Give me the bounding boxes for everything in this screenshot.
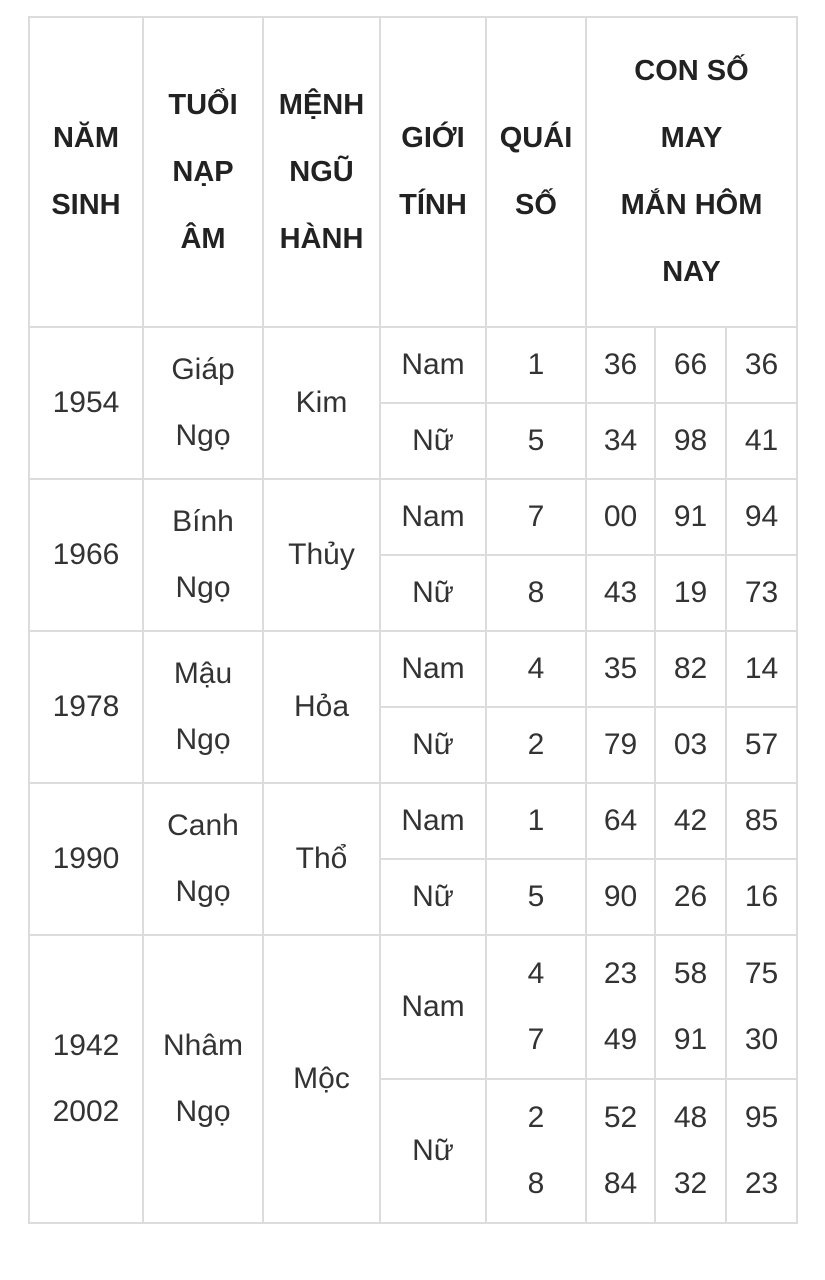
gender-cell: Nữ (380, 403, 486, 479)
table-row (29, 327, 797, 403)
element-cell: Thủy (263, 479, 380, 631)
quai-so-cell-lines (487, 941, 585, 1073)
quai-so-cell (486, 555, 586, 631)
birth-year-cell-line: 1942 (52, 1029, 120, 1062)
nap-am-cell-line: Giáp (171, 353, 235, 386)
quai-so-cell (486, 935, 586, 1079)
lucky-number-cell-lines (727, 864, 796, 930)
nap-am-cell-lines (144, 1013, 262, 1145)
lucky-number-cell (726, 631, 797, 707)
lucky-number-cell-line: 36 (744, 348, 779, 381)
header-nam-sinh (29, 17, 143, 327)
birth-year-cell-line: 2002 (52, 1095, 120, 1128)
lucky-number-cell-line: 19 (673, 576, 708, 609)
lucky-number-cell-line: 49 (603, 1023, 638, 1056)
quai-so-cell (486, 1079, 586, 1223)
birth-year-cell (29, 631, 143, 783)
table-row (29, 631, 797, 707)
quai-so-cell (486, 631, 586, 707)
lucky-number-cell-lines (727, 636, 796, 702)
birth-year-cell (29, 479, 143, 631)
lucky-number-cell (586, 707, 655, 783)
birth-year-cell (29, 935, 143, 1223)
lucky-number-cell-lines (727, 788, 796, 854)
birth-year-cell-lines (30, 370, 142, 436)
lucky-number-cell-line: 14 (744, 652, 779, 685)
lucky-number-cell-line: 42 (673, 804, 708, 837)
lucky-number-cell-line: 64 (603, 804, 638, 837)
lucky-number-cell (726, 479, 797, 555)
lucky-number-cell-line: 48 (673, 1101, 708, 1134)
lucky-number-cell-line: 36 (603, 348, 638, 381)
element-cell: Mộc (263, 935, 380, 1223)
quai-so-cell-line: 5 (527, 424, 545, 457)
birth-year-cell (29, 783, 143, 935)
quai-so-cell-line: 4 (527, 652, 545, 685)
lucky-number-cell-lines (587, 788, 654, 854)
quai-so-cell-line: 8 (527, 576, 545, 609)
header-line: SỐ (515, 189, 557, 221)
quai-so-cell-line: 7 (527, 1023, 545, 1056)
lucky-number-cell (586, 631, 655, 707)
lucky-number-cell (726, 1079, 797, 1223)
lucky-number-cell-line: 98 (673, 424, 708, 457)
quai-so-cell-line: 4 (527, 957, 545, 990)
lucky-number-cell-line: 26 (673, 880, 708, 913)
lucky-number-cell (726, 935, 797, 1079)
lucky-number-cell (655, 327, 726, 403)
nap-am-cell-line: Nhâm (162, 1029, 244, 1062)
element-cell: Hỏa (263, 631, 380, 783)
lucky-number-cell-line: 35 (603, 652, 638, 685)
lucky-number-cell-lines (587, 941, 654, 1073)
nap-am-cell (143, 783, 263, 935)
header-line: CON SỐ (634, 55, 749, 87)
gender-cell: Nam (380, 631, 486, 707)
lucky-number-cell-line: 91 (673, 1023, 708, 1056)
quai-so-cell-line: 1 (527, 348, 545, 381)
lucky-number-cell (586, 403, 655, 479)
header-line: QUÁI (499, 122, 573, 154)
table-body (29, 327, 797, 1223)
lucky-number-cell-lines (727, 1085, 796, 1217)
nap-am-cell-lines (144, 337, 262, 469)
element-cell: Thổ (263, 783, 380, 935)
lucky-number-cell-lines (656, 712, 725, 778)
quai-so-cell-lines (487, 788, 585, 854)
quai-so-cell-line: 2 (527, 1101, 545, 1134)
nap-am-cell-lines (144, 793, 262, 925)
nap-am-cell (143, 935, 263, 1223)
lucky-number-cell-line: 58 (673, 957, 708, 990)
lucky-number-cell (655, 403, 726, 479)
nap-am-cell-line: Ngọ (175, 723, 231, 756)
header-line: HÀNH (279, 222, 364, 255)
quai-so-cell-lines (487, 712, 585, 778)
header-line: SINH (51, 189, 121, 221)
lucky-number-cell (726, 859, 797, 935)
lucky-number-cell-line: 95 (744, 1101, 779, 1134)
birth-year-cell-line: 1954 (52, 386, 120, 419)
gender-cell: Nữ (380, 555, 486, 631)
header-line: MAY (660, 122, 723, 154)
element-cell: Kim (263, 327, 380, 479)
lucky-number-cell-line: 16 (744, 880, 779, 913)
lucky-number-cell-lines (727, 712, 796, 778)
gender-cell: Nam (380, 935, 486, 1079)
lucky-number-cell (655, 479, 726, 555)
header-tuoi-nap-am (143, 17, 263, 327)
header-quai-so (486, 17, 586, 327)
lucky-number-cell (655, 555, 726, 631)
quai-so-cell-line: 1 (527, 804, 545, 837)
lucky-number-cell (726, 403, 797, 479)
nap-am-cell-lines (144, 641, 262, 773)
lucky-number-cell-line: 79 (603, 728, 638, 761)
nap-am-cell-line: Ngọ (175, 419, 231, 452)
quai-so-cell-lines (487, 864, 585, 930)
lucky-number-cell-line: 82 (673, 652, 708, 685)
lucky-number-cell-line: 85 (744, 804, 779, 837)
birth-year-cell-lines (30, 674, 142, 740)
lucky-number-cell-line: 00 (603, 500, 638, 533)
birth-year-cell-lines (30, 1013, 142, 1145)
quai-so-cell (486, 783, 586, 859)
header-line: GIỚI (401, 122, 465, 154)
lucky-number-cell (655, 631, 726, 707)
lucky-number-cell-lines (587, 712, 654, 778)
header-line: NẠP (172, 155, 234, 188)
lucky-number-cell-lines (656, 864, 725, 930)
lucky-number-cell (586, 935, 655, 1079)
lucky-number-cell-lines (727, 332, 796, 398)
lucky-number-cell (586, 859, 655, 935)
quai-so-cell-lines (487, 484, 585, 550)
lucky-number-cell-line: 84 (603, 1167, 638, 1200)
lucky-number-cell-lines (656, 636, 725, 702)
lucky-number-cell (586, 555, 655, 631)
nap-am-cell (143, 479, 263, 631)
lucky-number-cell-lines (727, 484, 796, 550)
birth-year-cell (29, 327, 143, 479)
lucky-number-cell-line: 43 (603, 576, 638, 609)
header-line: MỆNH (278, 88, 365, 121)
header-line: TUỔI (168, 88, 238, 121)
header-menh-ngu-hanh (263, 17, 380, 327)
gender-cell: Nam (380, 327, 486, 403)
nap-am-cell-line: Mậu (173, 657, 233, 690)
table-row (29, 783, 797, 859)
lucky-number-cell-lines (587, 560, 654, 626)
header-row (29, 17, 797, 327)
lucky-number-cell (655, 859, 726, 935)
lucky-number-cell (655, 783, 726, 859)
gender-cell: Nam (380, 783, 486, 859)
quai-so-cell-lines (487, 408, 585, 474)
lucky-number-cell (586, 327, 655, 403)
quai-so-cell-lines (487, 636, 585, 702)
quai-so-cell-line: 2 (527, 728, 545, 761)
lucky-number-cell-line: 34 (603, 424, 638, 457)
nap-am-cell-line: Canh (167, 809, 239, 842)
birth-year-cell-line: 1978 (52, 690, 120, 723)
quai-so-cell-lines (487, 1085, 585, 1217)
lucky-number-cell-line: 73 (744, 576, 779, 609)
gender-cell: Nam (380, 479, 486, 555)
lucky-number-cell-line: 52 (603, 1101, 638, 1134)
lucky-number-cell-line: 23 (744, 1167, 779, 1200)
lucky-number-cell (726, 707, 797, 783)
nap-am-cell-line: Ngọ (175, 875, 231, 908)
lucky-number-cell-lines (656, 560, 725, 626)
lucky-number-cell-lines (587, 1085, 654, 1217)
birth-year-cell-line: 1990 (52, 842, 120, 875)
lucky-number-cell-lines (656, 788, 725, 854)
lucky-number-cell-lines (587, 408, 654, 474)
quai-so-cell (486, 707, 586, 783)
header-line: ÂM (180, 222, 226, 255)
quai-so-cell (486, 327, 586, 403)
lucky-number-cell (655, 1079, 726, 1223)
lucky-number-cell (726, 783, 797, 859)
quai-so-cell-line: 7 (527, 500, 545, 533)
lucky-number-cell-lines (656, 941, 725, 1073)
header-line: NAY (662, 256, 721, 288)
quai-so-cell (486, 479, 586, 555)
lucky-number-cell (655, 935, 726, 1079)
lucky-number-cell-line: 91 (673, 500, 708, 533)
lucky-number-cell-line: 66 (673, 348, 708, 381)
lucky-number-cell-line: 90 (603, 880, 638, 913)
lucky-number-cell (726, 555, 797, 631)
header-line: TÍNH (399, 189, 467, 221)
lucky-number-cell-line: 23 (603, 957, 638, 990)
lucky-number-table (28, 16, 798, 1224)
lucky-number-cell-lines (587, 636, 654, 702)
lucky-number-cell-lines (727, 408, 796, 474)
lucky-number-cell-lines (656, 408, 725, 474)
lucky-number-cell-lines (727, 560, 796, 626)
lucky-number-cell (586, 479, 655, 555)
nap-am-cell-lines (144, 489, 262, 621)
lucky-number-cell (586, 1079, 655, 1223)
quai-so-cell-lines (487, 560, 585, 626)
lucky-number-cell (655, 707, 726, 783)
lucky-number-cell-line: 32 (673, 1167, 708, 1200)
header-line: MẮN HÔM (620, 189, 763, 221)
quai-so-cell (486, 403, 586, 479)
gender-cell: Nữ (380, 1079, 486, 1223)
header-line: NĂM (52, 122, 120, 154)
nap-am-cell-line: Ngọ (175, 1095, 231, 1128)
lucky-number-cell-lines (656, 484, 725, 550)
lucky-number-cell-lines (587, 332, 654, 398)
nap-am-cell-line: Bính (172, 505, 234, 538)
lucky-number-cell-line: 75 (744, 957, 779, 990)
quai-so-cell-line: 8 (527, 1167, 545, 1200)
lucky-number-cell-line: 30 (744, 1023, 779, 1056)
table-row (29, 935, 797, 1079)
quai-so-cell-line: 5 (527, 880, 545, 913)
nap-am-cell (143, 631, 263, 783)
lucky-number-cell-line: 94 (744, 500, 779, 533)
lucky-number-cell-lines (587, 864, 654, 930)
lucky-number-cell-lines (656, 1085, 725, 1217)
header-line: NGŨ (289, 155, 354, 188)
lucky-number-cell (586, 783, 655, 859)
quai-so-cell (486, 859, 586, 935)
gender-cell: Nữ (380, 707, 486, 783)
table-row (29, 479, 797, 555)
lucky-number-cell (726, 327, 797, 403)
birth-year-cell-lines (30, 826, 142, 892)
lucky-number-cell-lines (727, 941, 796, 1073)
lucky-number-cell-line: 41 (744, 424, 779, 457)
lucky-number-cell-line: 03 (673, 728, 708, 761)
header-con-so-may-man (586, 17, 797, 327)
birth-year-cell-lines (30, 522, 142, 588)
lucky-number-cell-lines (656, 332, 725, 398)
quai-so-cell-lines (487, 332, 585, 398)
nap-am-cell (143, 327, 263, 479)
lucky-number-cell-line: 57 (744, 728, 779, 761)
header-gioi-tinh (380, 17, 486, 327)
gender-cell: Nữ (380, 859, 486, 935)
nap-am-cell-line: Ngọ (175, 571, 231, 604)
lucky-number-cell-lines (587, 484, 654, 550)
birth-year-cell-line: 1966 (52, 538, 120, 571)
